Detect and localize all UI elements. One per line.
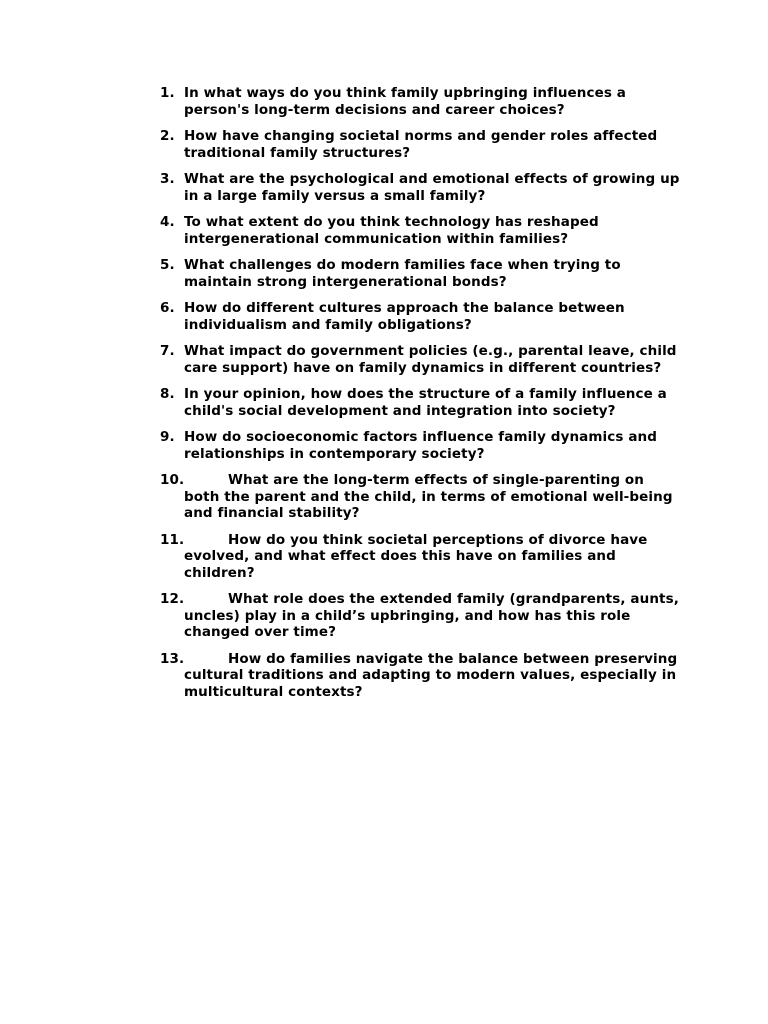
question-text: How do you think societal perceptions of divorce have evolved, and what effect does this have on families and children? [184, 531, 648, 581]
question-text: What are the long-term effects of single-parenting on both the parent and the child, in terms of emotional well-being and financial stability? [184, 472, 673, 521]
question-number: 11. [160, 531, 185, 548]
question-number: 3. [160, 171, 175, 187]
question-text: How do socioeconomic factors influence family dynamics and relationships in contemporary society? [184, 429, 657, 462]
question-item [160, 85, 680, 118]
question-number: 6. [160, 300, 175, 316]
question-number: 5. [160, 257, 175, 273]
question-number: 8. [160, 386, 175, 402]
question-item [160, 591, 680, 641]
question-text: How do families navigate the balance between preserving cultural traditions and adapting to modern values, especially in multicultural contexts? [184, 650, 678, 700]
question-text: In your opinion, how does the structure of a family influence a child's social development and integration into society? [184, 386, 667, 419]
question-list [160, 85, 680, 710]
question-number: 1. [160, 85, 175, 101]
question-text: What are the psychological and emotional effects of growing up in a large family versus a small family? [184, 171, 680, 204]
question-item [160, 300, 680, 333]
question-item [160, 472, 680, 522]
question-item [160, 128, 680, 161]
question-number: 10. [160, 472, 185, 488]
question-text: How do different cultures approach the balance between individualism and family obligations? [184, 300, 625, 333]
question-text: In what ways do you think family upbringing influences a person's long-term decisions and career choices? [184, 85, 627, 118]
question-item [160, 532, 680, 582]
question-number: 2. [160, 128, 175, 144]
question-text: What role does the extended family (grandparents, aunts, uncles) play in a child’s upbringing, and how has this role changed over time? [184, 591, 679, 640]
question-text: How have changing societal norms and gender roles affected traditional family structures? [184, 128, 658, 161]
question-item [160, 386, 680, 419]
question-item [160, 214, 680, 247]
question-item [160, 257, 680, 290]
question-item [160, 171, 680, 204]
question-number: 13. [160, 650, 185, 667]
question-number: 7. [160, 343, 175, 359]
question-item [160, 651, 680, 701]
question-text: To what extent do you think technology has reshaped intergenerational communication within families? [184, 214, 599, 247]
question-number: 4. [160, 214, 175, 230]
question-text: What challenges do modern families face when trying to maintain strong intergenerational bonds? [184, 257, 621, 290]
question-number: 9. [160, 429, 175, 445]
question-item [160, 429, 680, 462]
question-number: 12. [160, 591, 185, 607]
question-text: What impact do government policies (e.g., parental leave, child care support) have on family dynamics in different countries? [184, 343, 677, 376]
question-item [160, 343, 680, 376]
